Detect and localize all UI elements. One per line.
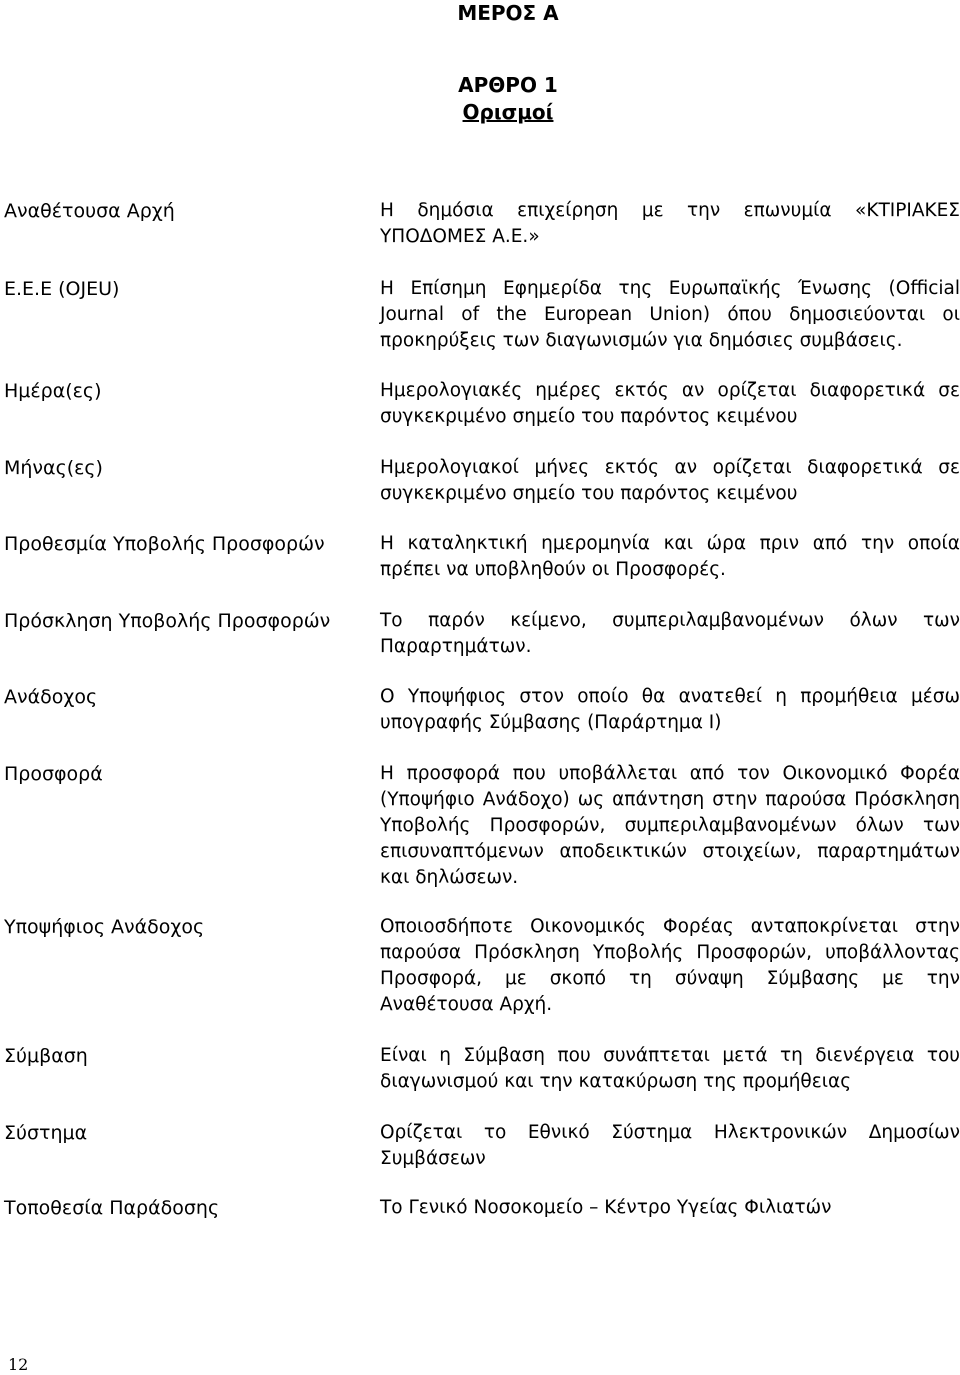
- definition-submission-deadline: Η καταληκτική ημερομηνία και ώρα πριν από την οποία πρέπει να υποβληθούν οι Προσφορές.: [380, 533, 960, 580]
- definition-contractor: Ο Υποψήφιος στον οποίο θα ανατεθεί η προμήθεια μέσω υπογραφής Σύμβασης (Παράρτημα Ι): [380, 686, 960, 733]
- definition-offer: Η προσφορά που υποβάλλεται από τον Οικονομικό Φορέα (Υποψήφιο Ανάδοχο) ως απάντηση στην παρούσα Πρόσκληση Υποβολής Προσφορών, συμπεριλαμβανομένων όλων των επισυναπτόμενων αποδεικτικών στοιχείων, παραρτημάτων και δηλώσεων.: [380, 763, 960, 888]
- term-submission-deadline: Προθεσμία Υποβολής Προσφορών: [4, 533, 325, 555]
- definition-ojeu: Η Επίσημη Εφημερίδα της Ευρωπαϊκής Ένωσης (Official Journal of the European Union) όπου δημοσιεύονται οι προκηρύξεις των διαγωνισμών για δημόσιες συμβάσεις.: [380, 278, 960, 351]
- page-number: 12: [8, 1355, 29, 1374]
- term-candidate: Υποψήφιος Ανάδοχος: [4, 916, 205, 938]
- definition-contract: Είναι η Σύμβαση που συνάπτεται μετά τη διενέργεια του διαγωνισμού και την κατακύρωση της προμήθειας: [380, 1045, 960, 1092]
- term-delivery-location: Τοποθεσία Παράδοσης: [4, 1197, 220, 1219]
- term-ojeu: Ε.Ε.Ε (OJEU): [4, 278, 120, 300]
- article-title: Ορισμοί: [462, 100, 554, 124]
- term-offer: Προσφορά: [4, 763, 103, 785]
- term-contract: Σύμβαση: [4, 1045, 88, 1067]
- term-months: Μήνας(ες): [4, 457, 103, 479]
- term-invitation: Πρόσκληση Υποβολής Προσφορών: [4, 610, 331, 632]
- term-system: Σύστημα: [4, 1122, 88, 1144]
- definition-invitation: Το παρόν κείμενο, συμπεριλαμβανομένων όλων των Παραρτημάτων.: [380, 610, 960, 657]
- term-days: Ημέρα(ες): [4, 380, 102, 402]
- definition-months: Ημερολογιακοί μήνες εκτός αν ορίζεται διαφορετικά σε συγκεκριμένο σημείο του παρόντος κειμένου: [380, 457, 960, 504]
- definition-contracting-authority: Η δημόσια επιχείρηση με την επωνυμία «ΚΤΙΡΙΑΚΕΣ ΥΠΟΔΟΜΕΣ Α.Ε.»: [380, 200, 960, 247]
- article-heading: ΑΡΘΡΟ 1: [458, 73, 558, 97]
- definition-system: Ορίζεται το Εθνικό Σύστημα Ηλεκτρονικών Δημοσίων Συμβάσεων: [380, 1122, 960, 1169]
- part-heading: ΜΕΡΟΣ Α: [457, 1, 559, 25]
- definition-days: Ημερολογιακές ημέρες εκτός αν ορίζεται διαφορετικά σε συγκεκριμένο σημείο του παρόντος κειμένου: [380, 380, 960, 427]
- definition-delivery-location: Το Γενικό Νοσοκομείο – Κέντρο Υγείας Φιλιατών: [380, 1197, 832, 1218]
- term-contractor: Ανάδοχος: [4, 686, 98, 708]
- term-contracting-authority: Αναθέτουσα Αρχή: [4, 200, 175, 222]
- definition-candidate: Οποιοσδήποτε Οικονομικός Φορέας ανταποκρίνεται στην παρούσα Πρόσκληση Υποβολής Προσφορών, υποβάλλοντας Προσφορά, με σκοπό τη σύναψη Σύμβασης με την Αναθέτουσα Αρχή.: [380, 916, 960, 1015]
